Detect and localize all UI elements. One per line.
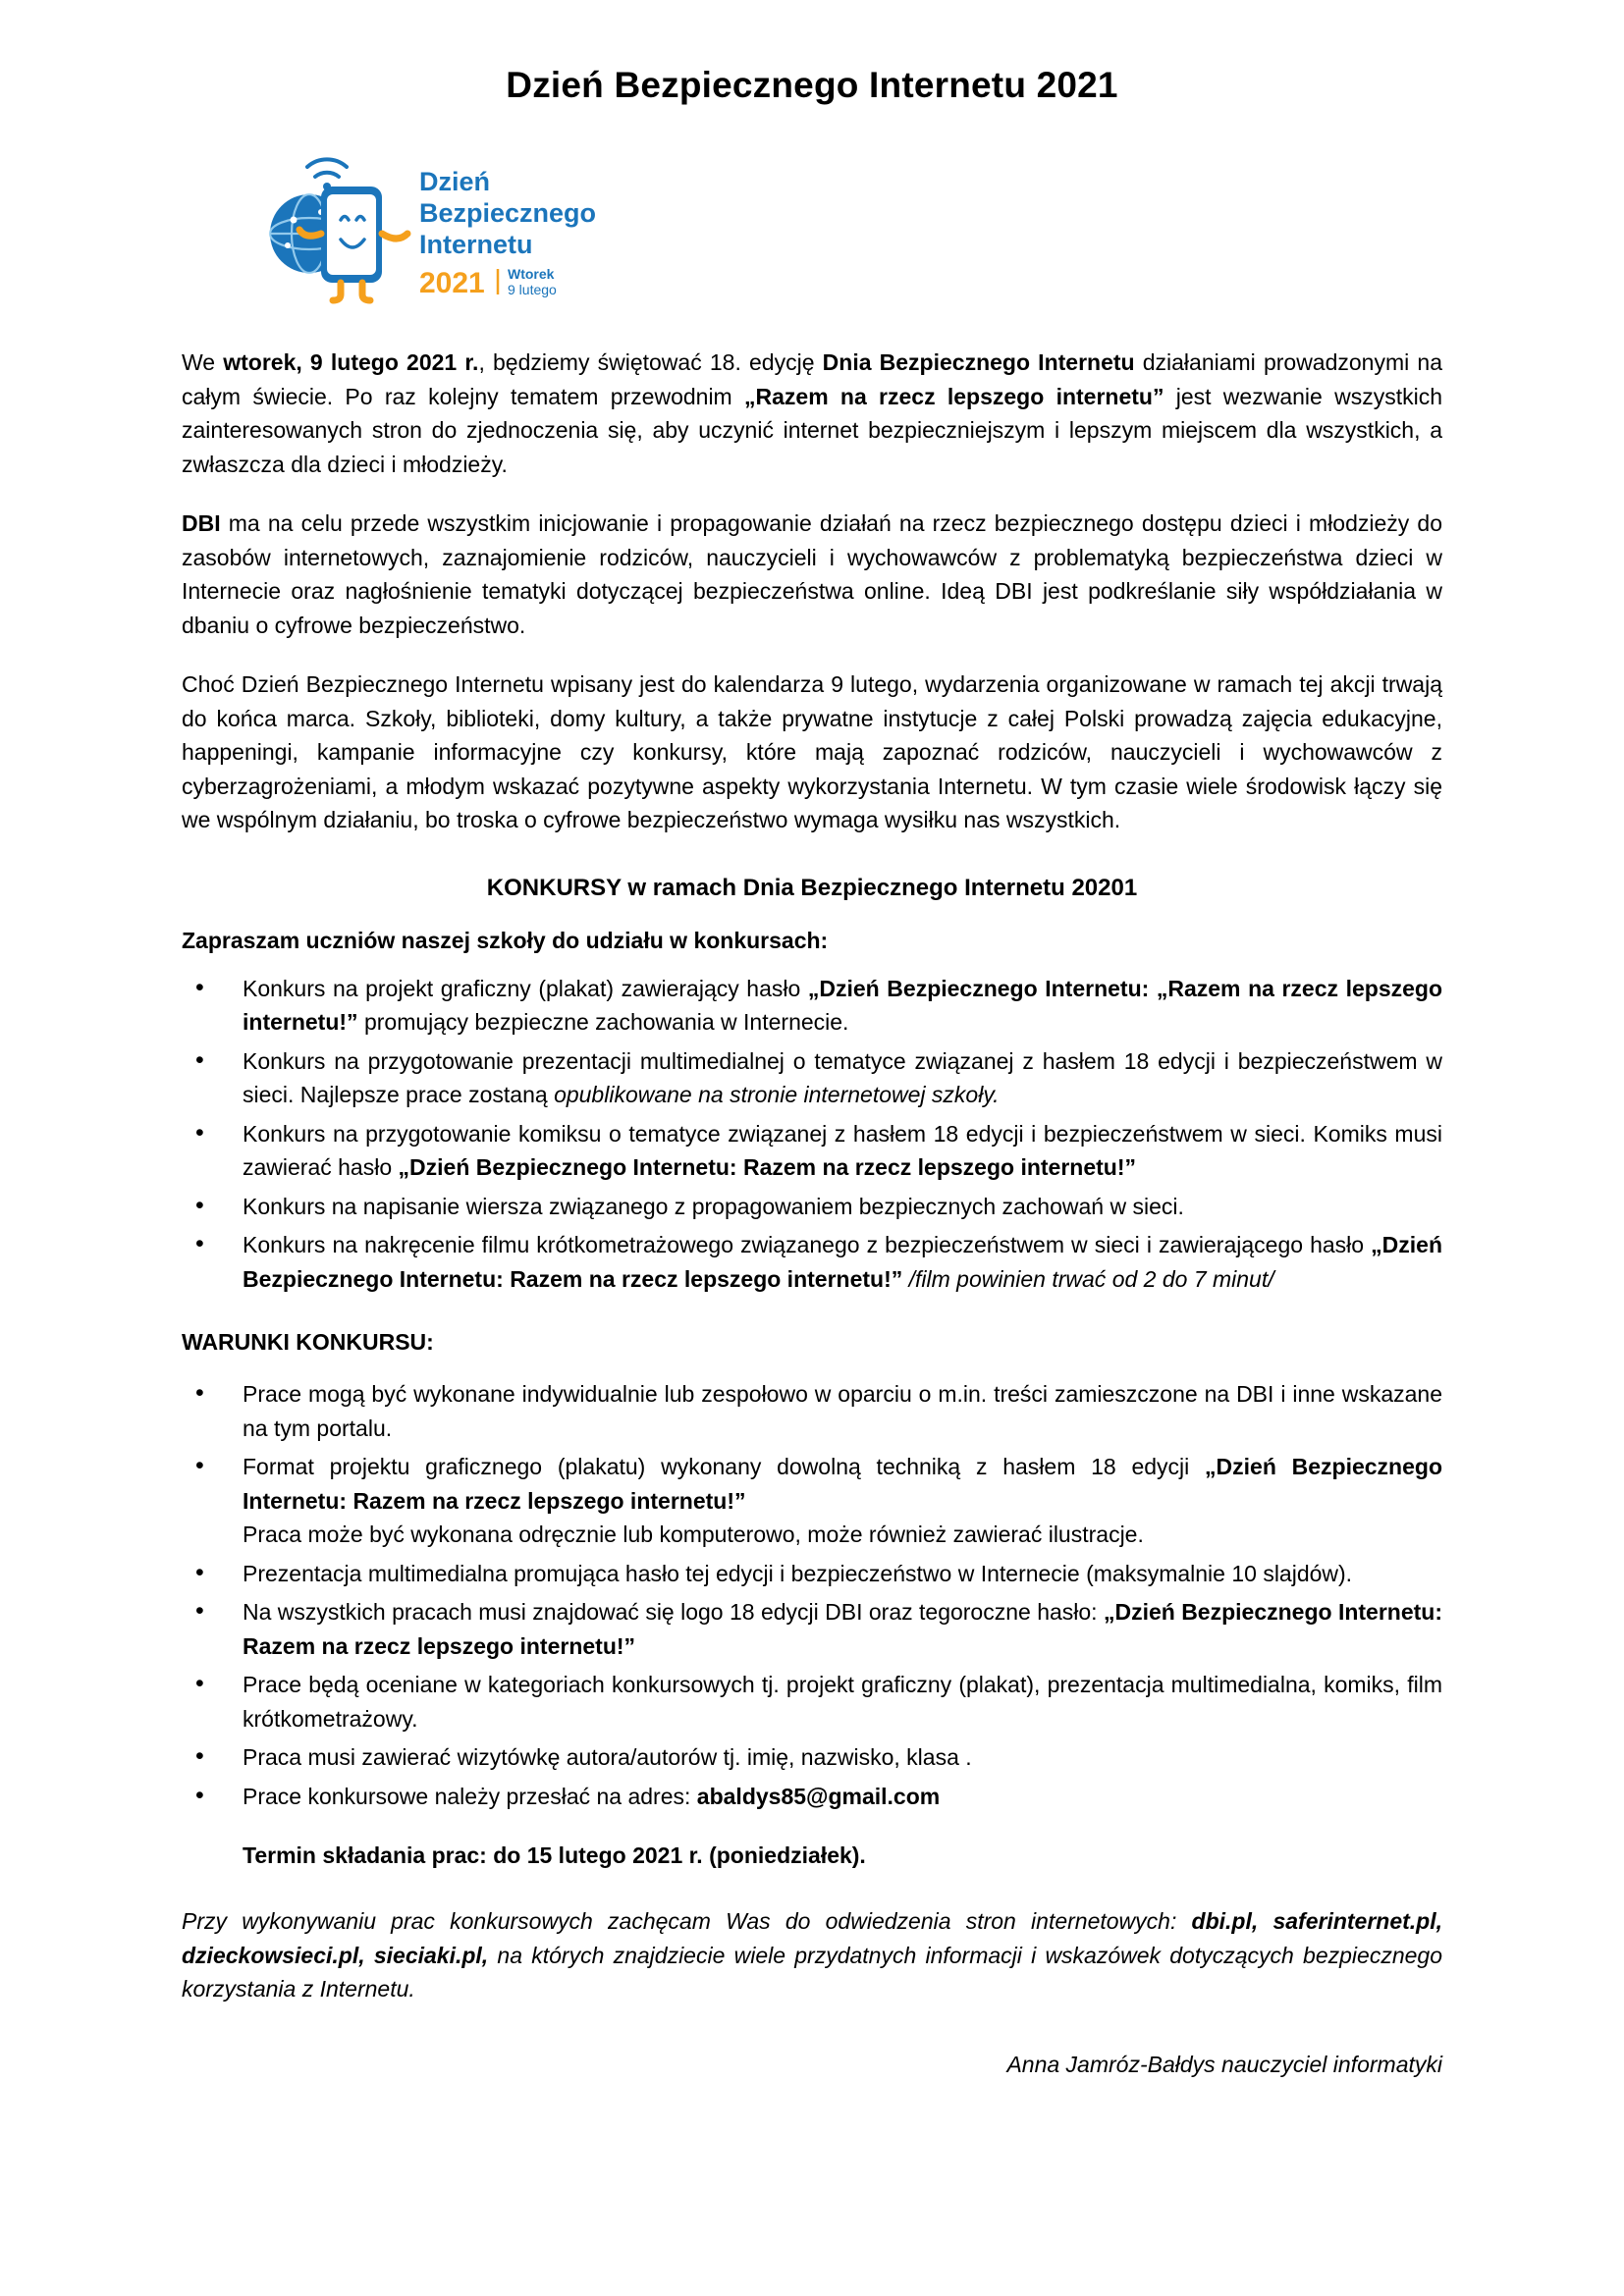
warunek-4-a: Prace będą oceniane w kategoriach konkursowych tj. projekt graficzny (plakat), prezentacja multimedialna, komiks, film krótkometrażowy. [243,1672,1442,1732]
list-item [182,1190,1442,1224]
warunek-2-a: Prezentacja multimedialna promująca hasło tej edycji i bezpieczeństwo w Internecie (maksymalnie 10 slajdów). [243,1560,1353,1586]
list-item [182,1668,1442,1735]
dbi-abbrev: DBI [182,510,221,536]
contest-4-a: Konkurs na nakręcenie filmu krótkometrażowego związanego z bezpieczeństwem w sieci i zawierającego hasło [243,1232,1372,1257]
conditions-list [182,1377,1442,1813]
contest-0-b: „Dzień Bezpiecznego Internetu: „Razem na rzecz lepszego internetu!” [243,975,1442,1035]
list-item [182,1740,1442,1775]
intro-g: jest wezwanie wszystkich zainteresowanych stron do zjednoczenia się, aby uczynić internet bezpieczniejszym i lepszym miejscem dla wszystkich, a zwłaszcza dla dzieci i młodzieży. [182,383,1442,477]
page-title: Dzień Bezpiecznego Internetu 2021 [506,65,1118,105]
list-item [182,1595,1442,1663]
list-item [182,1228,1442,1296]
list-item [182,1117,1442,1185]
warunek-5-a: Praca musi zawierać wizytówkę autora/autorów tj. imię, nazwisko, klasa . [243,1744,972,1770]
list-item [182,1377,1442,1445]
logo-day-label-2: 9 lutego [508,282,557,297]
warunek-3-a: Na wszystkich pracach musi znajdować się logo 18 edycji DBI oraz tegoroczne hasło: [243,1599,1104,1625]
logo-line3: Internetu [419,230,533,259]
paragraph-dbi-goals [182,507,1442,642]
contest-0-c: promujący bezpieczne zachowania w Internecie. [357,1009,849,1035]
signature: Anna Jamróz-Bałdys nauczyciel informatyki [1006,2051,1442,2077]
invite-line: Zapraszam uczniów naszej szkoły do udziału w konkursach: [182,927,829,953]
logo-year: 2021 [419,267,485,299]
logo-day-label-1: Wtorek [508,266,555,282]
contest-4-b: „Dzień Bezpiecznego Internetu: Razem na rzecz lepszego internetu!” [243,1232,1442,1292]
contest-0-a: Konkurs na projekt graficzny (plakat) zawierający hasło [243,975,808,1001]
list-item [182,1044,1442,1112]
intro-slogan: „Razem na rzecz lepszego internetu” [744,383,1164,409]
intro-e: działaniami prowadzonymi na całym świecie. Po raz kolejny tematem przewodnim [182,349,1442,409]
paragraph-calendar: Choć Dzień Bezpiecznego Internetu wpisany jest do kalendarza 9 lutego, wydarzenia organizowane w ramach tej akcji trwają do końca marca. Szkoły, biblioteki, domy kultury, a także prywatne instytucje z całej Polski prowadzą zajęcia edukacyjne, happeningi, kampanie informacyjne czy konkursy, które mają zapoznać rodziców, nauczycieli i wychowawców z cyberzagrożeniami, a młodym wskazać pozytywne aspekty wykorzystania Internetu. W tym czasie wiele środowisk łączy się we wspólnym działaniu, bo troska o cyfrowe bezpieczeństwo wymaga wysiłku nas wszystkich. [182,671,1442,832]
logo-line1: Dzień [419,167,491,196]
intro-date: wtorek, 9 lutego 2021 r. [223,349,479,375]
closing-paragraph [182,1904,1442,2006]
closing-c: na których znajdziecie wiele przydatnych informacji i wskazówek dotyczących bezpiecznego korzystania z Internetu. [182,1942,1442,2002]
warunek-3-b: „Dzień Bezpiecznego Internetu: Razem na rzecz lepszego internetu!” [243,1599,1443,1659]
logo-row [250,143,1442,310]
intro-a: We [182,349,224,375]
deadline-line: Termin składania prac: do 15 lutego 2021 r. (poniedziałek). [243,1842,866,1868]
list-item [182,972,1442,1040]
list-item [182,1557,1442,1591]
dbi-logo [250,143,643,305]
intro-paragraph [182,346,1442,481]
intro-dbi-name: Dnia Bezpiecznego Internetu [822,349,1135,375]
contest-1-a: Konkurs na przygotowanie prezentacji multimedialnej o tematyce związanej z hasłem 18 edycji i bezpieczeństwem w sieci. Najlepsze prace zostaną [243,1047,1442,1107]
contest-3-a: Konkurs na napisanie wiersza związanego z propagowaniem bezpiecznych zachowań w sieci. [243,1193,1184,1219]
warunek-0-a: Prace mogą być wykonane indywidualnie lub zespołowo w oparciu o m.in. treści zamieszczone na DBI i inne wskazane na tym portalu. [243,1381,1442,1441]
closing-links[interactable]: dbi.pl, saferinternet.pl, dzieckowsieci.pl, sieciaki.pl, [182,1908,1442,1968]
list-item [182,1450,1442,1552]
intro-c: , będziemy świętować 18. edycję [478,349,823,375]
closing-a: Przy wykonywaniu prac konkursowych zachęcam Was do odwiedzenia stron internetowych: [182,1908,1192,1934]
warunek-1-a: Format projektu graficznego (plakatu) wykonany dowolną techniką z hasłem 18 edycji [243,1454,1206,1479]
warunek-1-b: „Dzień Bezpiecznego Internetu: Razem na rzecz lepszego internetu!” [243,1454,1442,1514]
section-heading-warunki: WARUNKI KONKURSU: [182,1329,434,1355]
warunek-6-a: Prace konkursowe należy przesłać na adres: [243,1783,697,1809]
warunek-1-sub: Praca może być wykonana odręcznie lub komputerowo, może również zawierać ilustracje. [243,1522,1144,1547]
contact-email[interactable]: abaldys85@gmail.com [696,1783,941,1809]
dbi-goals-text: ma na celu przede wszystkim inicjowanie i propagowanie działań na rzecz bezpiecznego dostępu dzieci i młodzieży do zasobów internetowych, zaznajomienie rodziców, nauczycieli i wychowawców z problematyką bezpieczeństwa dzieci w Internecie oraz nagłośnienie tematyki dotyczącej bezpieczeństwa online. Ideą DBI jest podkreślanie siły współdziałania w dbaniu o cyfrowe bezpieczeństwo. [182,510,1442,638]
contest-list [182,972,1442,1297]
contest-2-a: Konkurs na przygotowanie komiksu o tematyce związanej z hasłem 18 edycji i bezpieczeństwem w sieci. Komiks musi zawierać hasło [243,1120,1442,1180]
contest-1-italic: opublikowane na stronie internetowej szkoły. [554,1082,1000,1107]
contest-2-b: „Dzień Bezpiecznego Internetu: Razem na rzecz lepszego internetu!” [398,1154,1136,1180]
contest-4-italic: /film powinien trwać od 2 do 7 minut/ [902,1265,1274,1292]
list-item [182,1780,1442,1814]
logo-line2: Bezpiecznego [419,198,597,228]
section-heading-konkursy: KONKURSY w ramach Dnia Bezpiecznego Internetu 20201 [486,874,1138,901]
